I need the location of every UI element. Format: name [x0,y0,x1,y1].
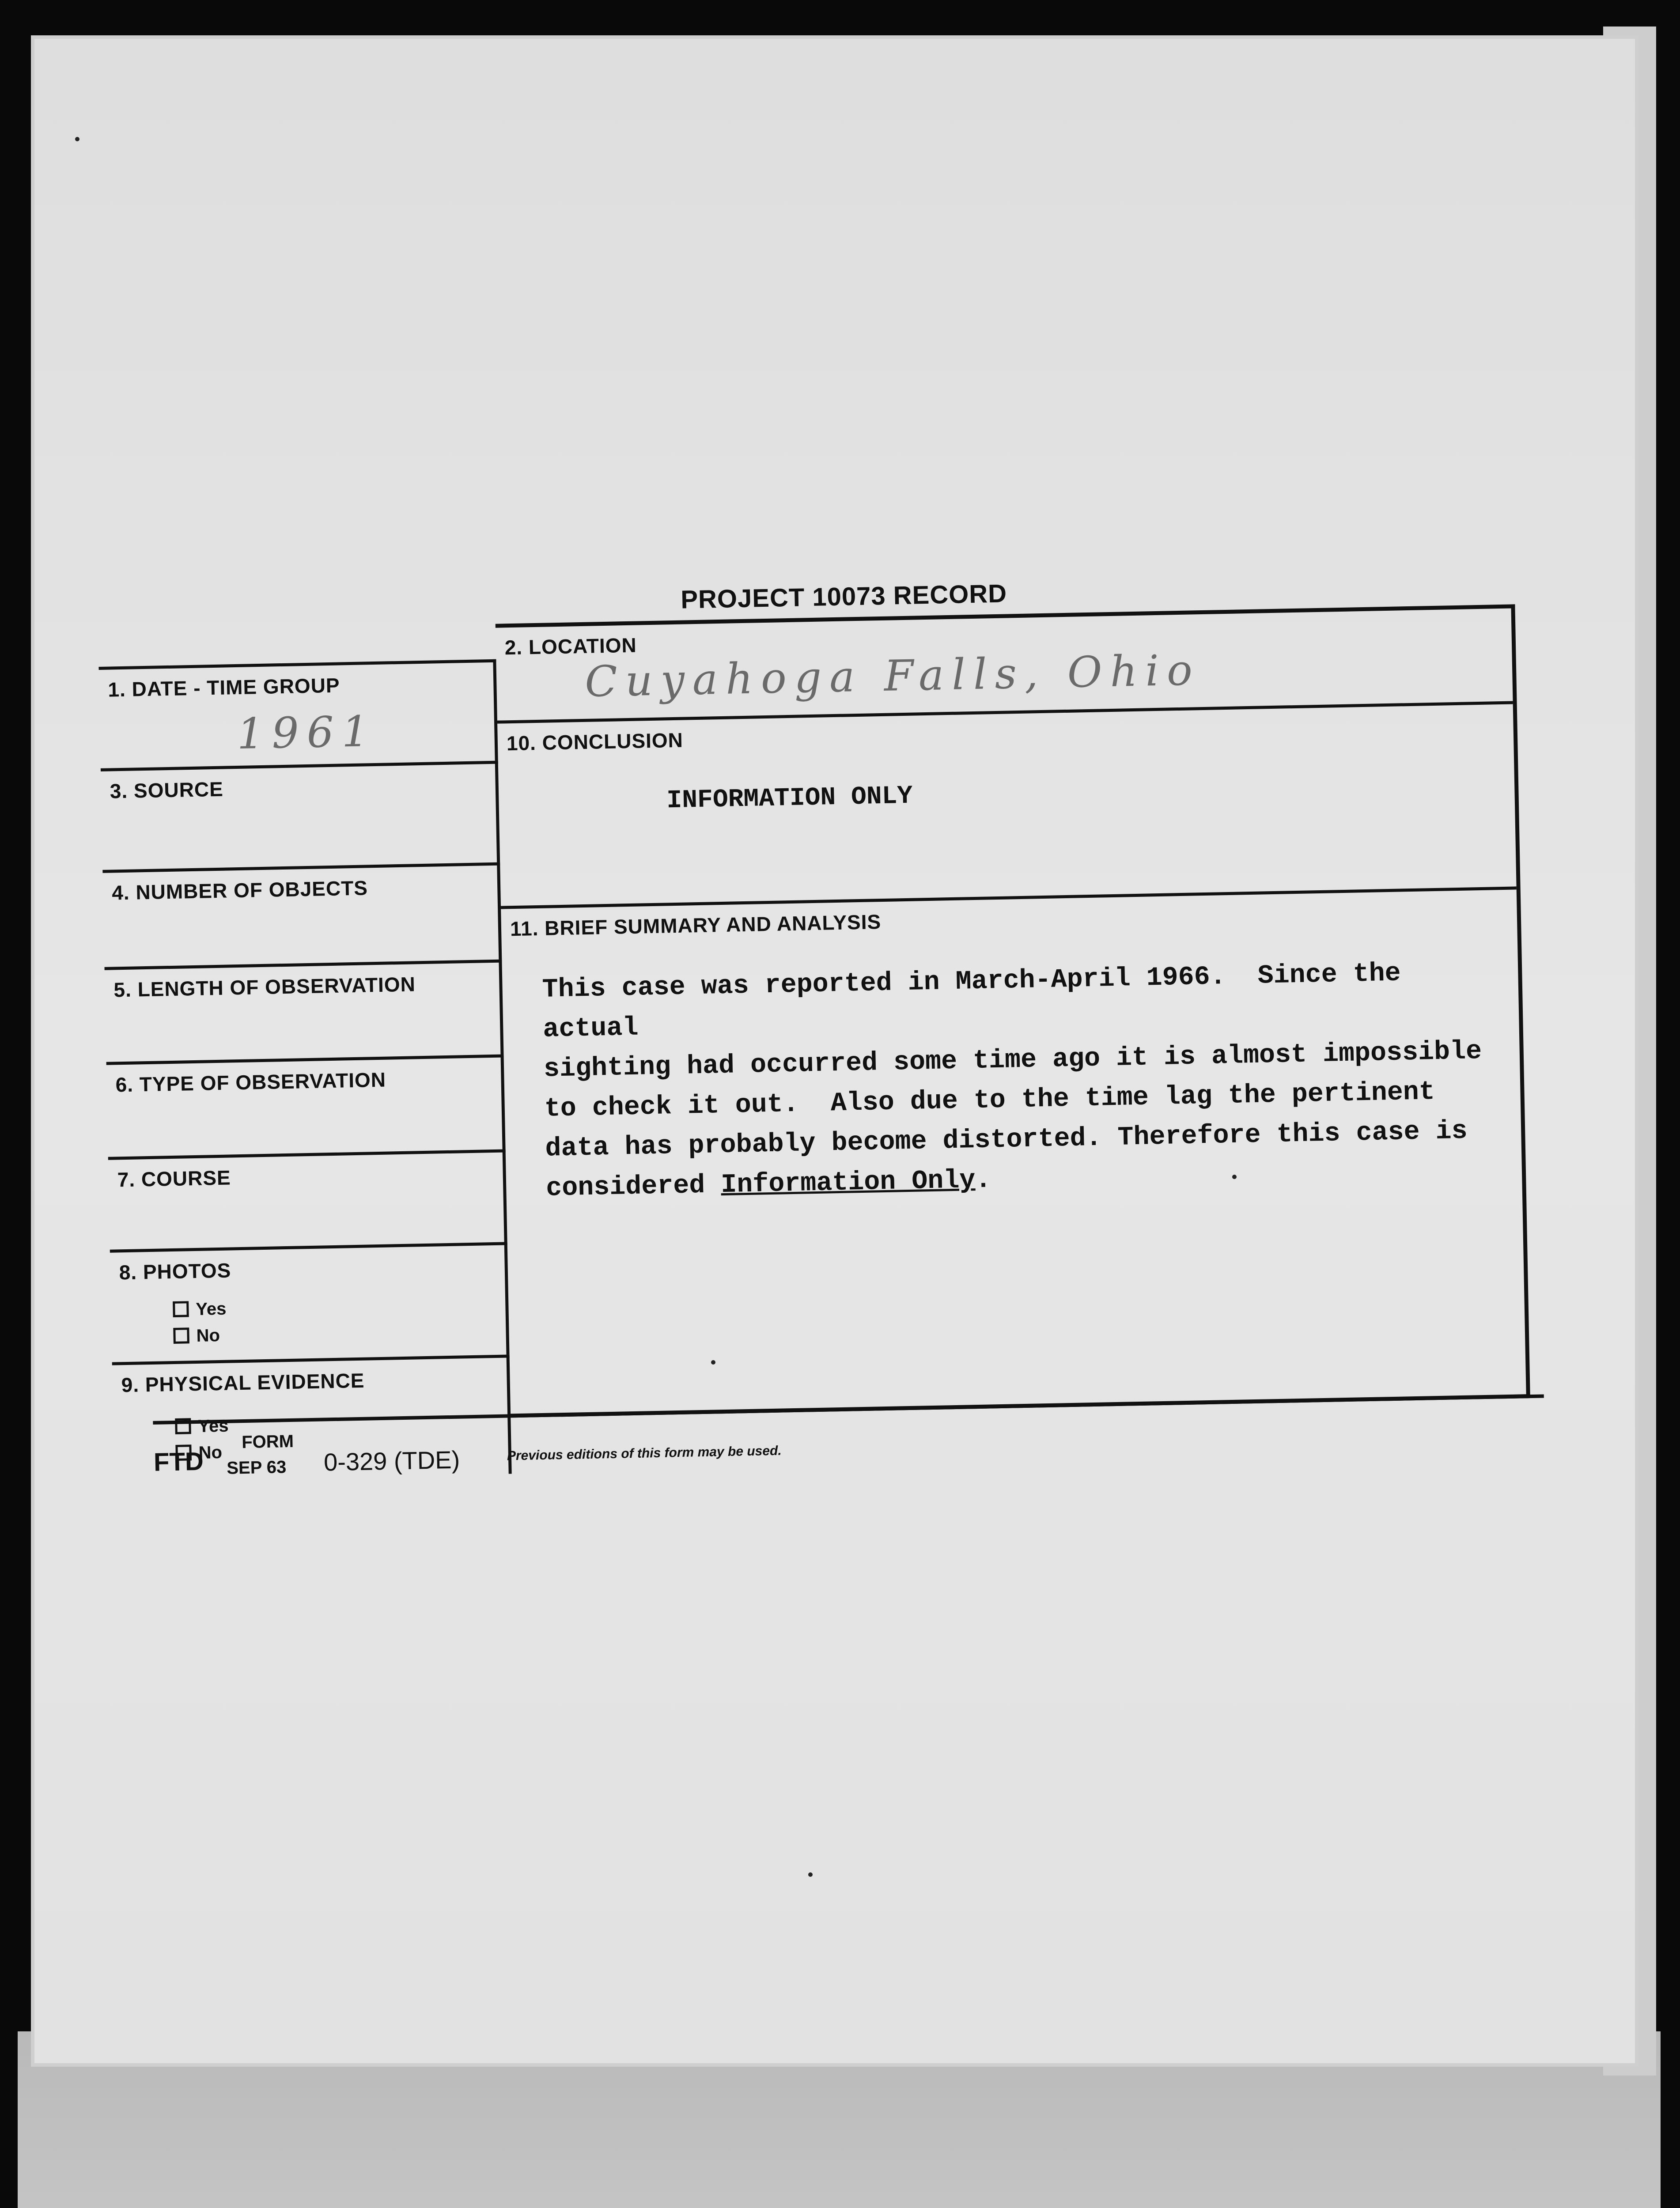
course-label: 7. COURSE [117,1166,231,1191]
summary-line-end: . [975,1165,991,1196]
form-title: PROJECT 10073 RECORD [680,579,1007,614]
project-record-form [97,560,1546,1537]
summary-field [501,886,1526,1414]
conclusion-value: INFORMATION ONLY [666,782,913,816]
course-field [108,1149,507,1249]
location-label: 2. LOCATION [504,633,637,659]
summary-line: considered [545,1170,705,1204]
photos-no-label: No [196,1325,220,1346]
number-of-objects-field [102,862,502,967]
footer-note: Previous editions of this form may be used. [507,1443,782,1463]
date-time-group-value: 1961 [236,706,377,759]
conclusion-field [497,701,1517,906]
checkbox-icon[interactable] [173,1301,189,1317]
photos-label: 8. PHOTOS [119,1259,231,1284]
date-time-group-label: 1. DATE - TIME GROUP [107,673,341,701]
number-of-objects-label: 4. NUMBER OF OBJECTS [111,876,368,904]
summary-line: This case was reported in March-April 1966. Since the actual [542,958,1417,1045]
speck [808,1872,813,1877]
type-of-observation-field [106,1055,506,1157]
form-right-panel [496,604,1530,1418]
footer-form-number: 0-329 (TDE) [323,1445,460,1476]
checkbox-icon[interactable] [173,1327,189,1344]
conclusion-label: 10. CONCLUSION [506,728,684,755]
source-label: 3. SOURCE [110,777,224,803]
type-of-observation-label: 6. TYPE OF OBSERVATION [115,1068,386,1096]
summary-line: data has probably become distorted. Therefore this case is [545,1116,1468,1164]
footer-ftd: FTD [153,1447,204,1477]
summary-line: to check it out. Also due to the time lag the pertinent [544,1077,1435,1124]
location-value: Cuyahoga Falls, Ohio [584,645,1201,707]
photos-yes-label: Yes [196,1299,227,1320]
length-of-observation-field [105,960,504,1062]
photos-yes-option[interactable] [173,1299,227,1320]
summary-line: sighting had occurred some time ago it is almost impossible [543,1036,1482,1085]
footer-date-code: SEP 63 [226,1457,287,1478]
footer-form-label: FORM [241,1431,294,1452]
physical-evidence-no-label: No [198,1442,223,1463]
document-page [31,35,1638,2067]
summary-text [542,952,1496,1209]
physical-evidence-label: 9. PHYSICAL EVIDENCE [121,1369,365,1397]
source-field [101,761,500,870]
photos-field [110,1242,510,1362]
summary-label: 11. BRIEF SUMMARY AND ANALYSIS [510,910,882,941]
summary-underlined-text: Information Only [720,1165,976,1201]
photos-no-option[interactable] [173,1326,220,1346]
speck [75,137,79,141]
date-time-group-field [98,659,498,768]
length-of-observation-label: 5. LENGTH OF OBSERVATION [114,972,416,1002]
physical-evidence-yes-label: Yes [198,1416,229,1436]
